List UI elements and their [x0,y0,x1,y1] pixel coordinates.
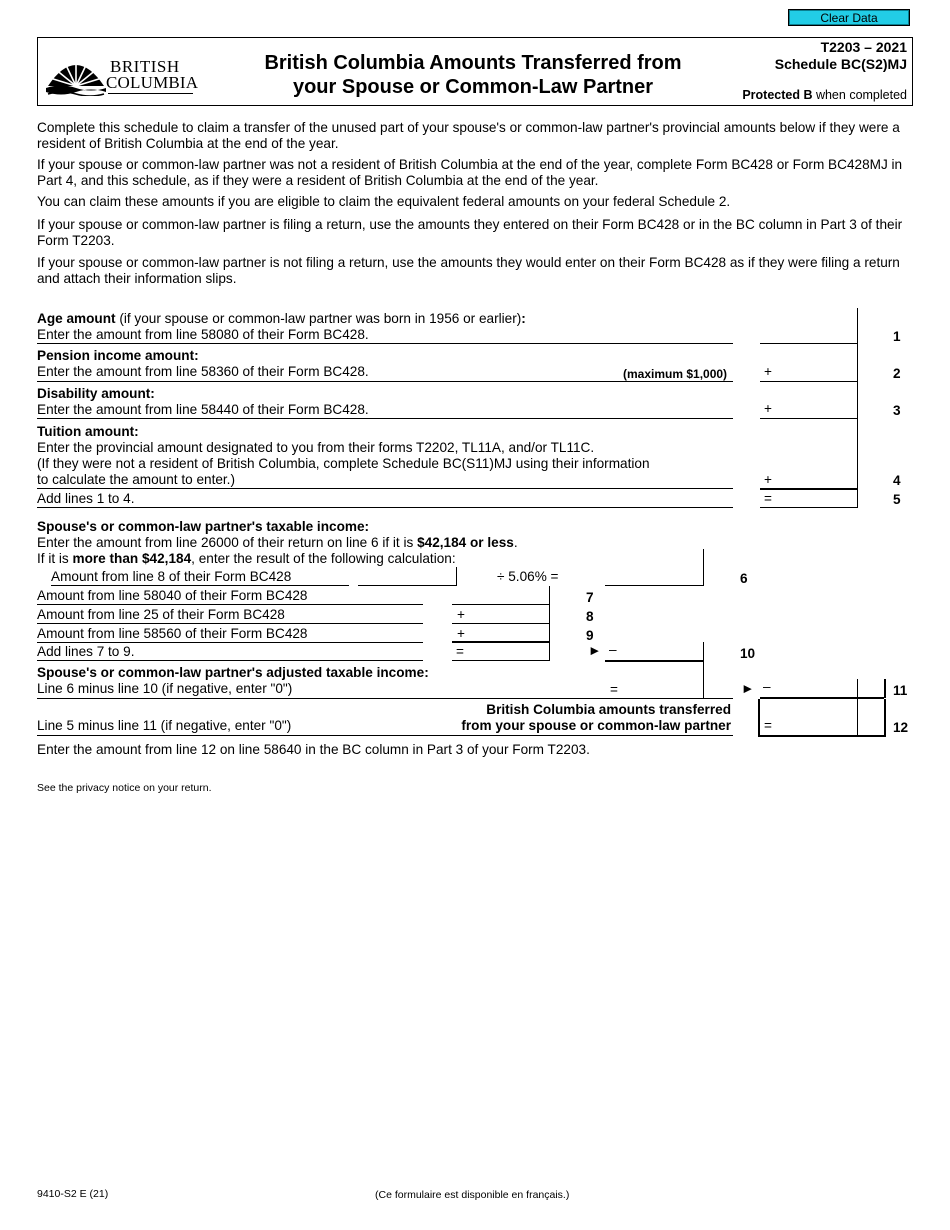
form-identifier [775,39,907,73]
line8-bc428-input[interactable] [358,569,456,585]
logo-text-columbia: COLUMBIA [106,73,199,92]
disability-amount-text: Enter the amount from line 58440 of their Form BC428. [37,402,369,417]
age-amount-heading: Age amount (if your spouse or common-law partner was born in 1956 or earlier): [37,311,526,326]
rule-line-12 [37,735,733,736]
taxable-income-text-2: If it is more than $42,184, enter the result of the following calculation: [37,551,456,566]
form-title [228,51,718,99]
form-code: 9410-S2 E (21) [37,1188,109,1200]
rule-line-2 [37,381,733,382]
line-8-underline [452,623,549,624]
line-number-12: 12 [893,720,909,735]
line-number-7: 7 [586,590,594,605]
french-availability: (Ce formulaire est disponible en français.) [375,1189,570,1201]
plus-sign-2: + [764,364,772,379]
logo-underline [108,93,193,94]
rule-line-9 [37,642,423,643]
line-10-sum-underline [452,660,549,661]
line-11-divider [857,679,858,698]
rule-line-4 [37,488,733,489]
line-number-4: 4 [893,473,901,488]
line-12-text: Line 5 minus line 11 (if negative, enter "0") [37,718,292,733]
line-7-input[interactable] [452,588,548,604]
line-8-text: Amount from line 25 of their Form BC428 [37,607,285,622]
line-11-input[interactable] [775,681,856,697]
line-6-divider [703,549,704,586]
line-11-calc-input[interactable] [622,681,702,697]
line-number-3: 3 [893,403,901,418]
line-9-underline [452,641,549,643]
clear-data-button[interactable]: Clear Data [788,9,910,26]
line-10-sum-input[interactable] [468,644,548,660]
line8-bc428-text: Amount from line 8 of their Form BC428 [51,569,292,584]
minus-sign-10: – [609,642,617,657]
bc-transfer-label-2: from your spouse or common-law partner [461,718,731,733]
arrow-icon-10: ► [588,643,602,658]
rule-line8-bc428 [51,585,349,586]
disability-amount-heading: Disability amount: [37,386,155,401]
line-number-11: 11 [893,683,908,698]
line-12-divider [857,699,858,736]
arrow-icon-11: ► [741,681,755,696]
line-9-text: Amount from line 58560 of their Form BC428 [37,626,308,641]
line-11-underline [760,697,884,699]
plus-sign-9: + [457,626,465,641]
line-7-text: Amount from line 58040 of their Form BC428 [37,588,308,603]
intro-paragraph-2: If your spouse or common-law partner was not a resident of British Columbia at the end of the year, complete Form BC428 or Form BC428MJ in Part 4, and this schedule, as if they were a resident of British Columbia at the end of the year. [37,157,903,188]
lines-7-9-divider [549,586,550,661]
line-12-bottom-border [758,735,886,737]
logo-text-british: BRITISH [110,57,180,76]
line-12-right-border [884,699,886,736]
line-1-input[interactable] [760,327,856,343]
plus-sign-3: + [764,401,772,416]
line-3-input[interactable] [775,401,856,417]
intro-paragraph-5: If your spouse or common-law partner is not filing a return, use the amounts they would enter on their Form BC428 as if they were filing a return and attach their information slips. [37,255,900,286]
schedule-name: Schedule BC(S2)MJ [774,56,907,72]
rule-line-7 [37,604,423,605]
minus-sign-11: – [763,679,771,694]
intro-paragraph-3: You can claim these amounts if you are eligible to claim the equivalent federal amounts on your federal Schedule 2. [37,194,731,209]
divide-rate: ÷ 5.06% = [497,569,559,584]
equals-sign-12: = [764,718,772,733]
form-title-line2: your Spouse or Common-Law Partner [292,76,654,98]
line-11-right-border [884,679,886,698]
line-number-10: 10 [740,646,756,661]
line-5-input[interactable] [775,491,856,507]
tuition-text-3: to calculate the amount to enter.) [37,472,235,487]
line-number-9: 9 [586,628,594,643]
line-number-6: 6 [740,571,748,586]
line-number-8: 8 [586,609,594,624]
line-4-underline [760,488,857,490]
equals-sign-5: = [764,491,772,506]
line-2-underline [760,381,857,382]
intro-paragraph-1: Complete this schedule to claim a transfer of the unused part of your spouse's or common-law partner's provincial amounts below if they were a resident of British Columbia at the end of the year. [37,120,900,151]
line-10-11-divider [703,642,704,699]
pension-maximum-note: (maximum $1,000) [623,367,728,381]
privacy-notice: See the privacy notice on your return. [37,782,212,794]
protected-label: Protected B when completed [742,88,907,102]
line-7-underline [452,604,549,605]
rule-line-10 [37,660,423,661]
column-right-border [857,308,858,508]
enter-line-12-instruction: Enter the amount from line 12 on line 58640 in the BC column in Part 3 of your Form T2203. [37,742,590,757]
line-5-underline [760,507,857,508]
tuition-amount-heading: Tuition amount: [37,424,139,439]
adjusted-income-heading: Spouse's or common-law partner's adjusted taxable income: [37,665,429,680]
bc-sun-icon [46,50,106,96]
equals-sign-11a: = [610,682,618,697]
add-lines-7-9: Add lines 7 to 9. [37,644,135,659]
equals-sign-10: = [456,644,464,659]
line8-bc428-underline [358,585,456,586]
adjusted-income-text: Line 6 minus line 10 (if negative, enter "0") [37,681,293,696]
line-10-underline [605,660,703,662]
tuition-text-1: Enter the provincial amount designated to you from their forms T2202, TL11A, and/or TL11C. [37,440,595,455]
bc-transfer-label-1: British Columbia amounts transferred [486,702,731,717]
line8-bc428-divider [456,567,457,586]
line-number-1: 1 [893,329,901,344]
form-header [37,37,913,106]
line-2-input[interactable] [775,364,856,380]
tuition-text-2: (If they were not a resident of British Columbia, complete Schedule BC(S11)MJ using their information [37,456,650,471]
line-12-input[interactable] [775,718,856,734]
line-number-5: 5 [893,492,901,507]
line-number-2: 2 [893,366,901,381]
add-lines-1-4: Add lines 1 to 4. [37,491,135,506]
plus-sign-8: + [457,607,465,622]
line-1-underline [760,343,857,344]
form-number: T2203 – 2021 [820,39,907,55]
line-12-left-border [758,699,760,736]
rule-line-11 [37,698,733,699]
intro-paragraph-4: If your spouse or common-law partner is filing a return, use the amounts they entered on their Form BC428 or in the BC column in Part 3 of their Form T2203. [37,217,903,248]
line-3-underline [760,418,857,419]
rule-line-8 [37,623,423,624]
line-6-input[interactable] [605,569,703,585]
line-9-input[interactable] [468,626,548,642]
age-amount-text: Enter the amount from line 58080 of their Form BC428. [37,327,369,342]
rule-line-5 [37,507,733,508]
form-title-line1: British Columbia Amounts Transferred from [264,52,682,74]
taxable-income-heading: Spouse's or common-law partner's taxable income: [37,519,370,534]
pension-income-text: Enter the amount from line 58360 of their Form BC428. [37,364,369,379]
rule-line-1 [37,343,733,344]
line-4-input[interactable] [775,472,856,488]
rule-line-3 [37,418,733,419]
line-8-input[interactable] [468,607,548,623]
bc-logo [46,50,199,96]
line-10-input[interactable] [622,644,702,660]
taxable-income-text-1: Enter the amount from line 26000 of their return on line 6 if it is $42,184 or less. [37,535,518,550]
plus-sign-4: + [764,472,772,487]
pension-income-heading: Pension income amount: [37,348,199,363]
line-6-underline [605,585,703,586]
